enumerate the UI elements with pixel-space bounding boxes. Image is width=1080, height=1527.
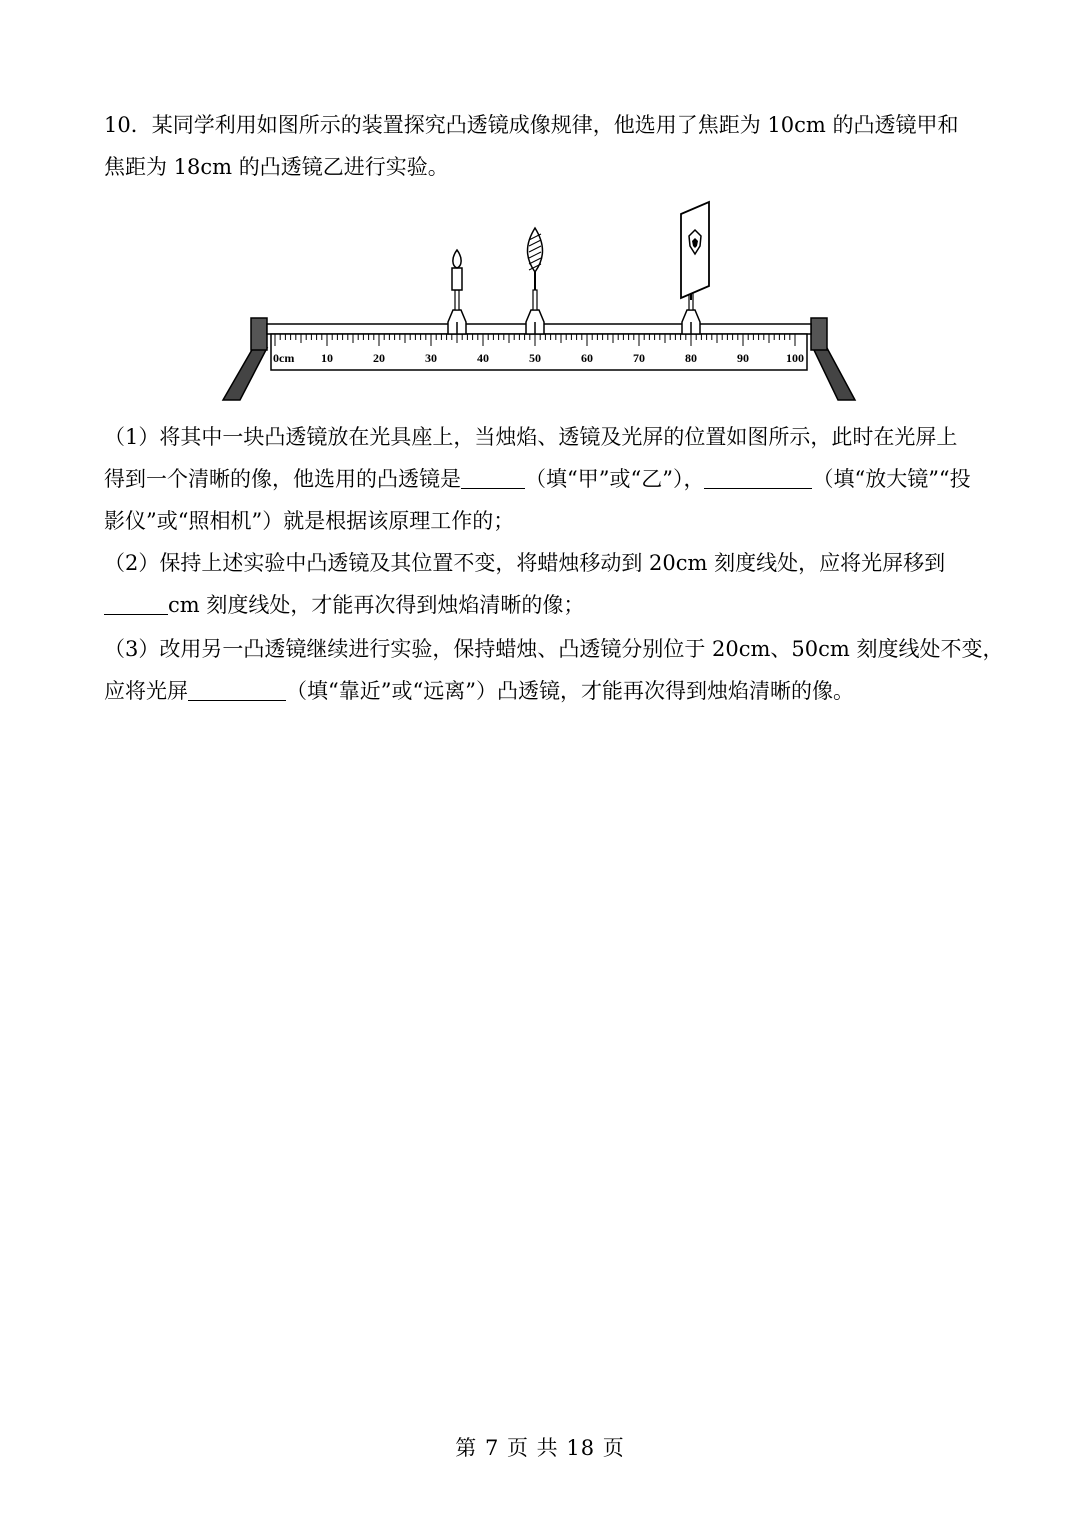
- ruler-tick-label: 100: [786, 351, 804, 365]
- holders: [448, 202, 709, 334]
- ruler-tick-label: 0cm: [273, 351, 295, 365]
- ruler-tick-label: 90: [737, 351, 749, 365]
- answer-blank-3[interactable]: [104, 592, 168, 615]
- part1-line-3: 影仪”或“照相机”）就是根据该原理工作的；: [104, 509, 515, 533]
- ruler-tick-label: 80: [685, 351, 697, 365]
- part2-line-1: （2）保持上述实验中凸透镜及其位置不变，将蜡烛移动到 20cm 刻度线处，应将光屏移到: [104, 551, 946, 575]
- ruler-tick-label: 50: [529, 351, 541, 365]
- left-bench-leg: [223, 348, 267, 400]
- question-stem-text: 某同学利用如图所示的装置探究凸透镜成像规律，他选用了焦距为 10cm 的凸透镜甲和: [151, 113, 959, 137]
- part3-line-2: [104, 670, 984, 712]
- answer-blank-2[interactable]: [704, 466, 812, 489]
- page-footer: 第 7 页 共 18 页: [455, 1436, 625, 1460]
- right-bench-leg: [813, 348, 855, 400]
- part3-line-1: （3）改用另一凸透镜继续进行实验，保持蜡烛、凸透镜分别位于 20cm、50cm 刻度线处不变，: [104, 637, 1004, 661]
- answer-blank-1[interactable]: [461, 466, 525, 489]
- optical-bench-figure: [215, 196, 865, 406]
- light-screen-holder: [681, 202, 709, 334]
- part2-text-b: cm 刻度线处，才能再次得到烛焰清晰的像；: [168, 593, 585, 617]
- part3-text-b: （填“靠近”或“远离”）凸透镜，才能再次得到烛焰清晰的像。: [286, 679, 854, 703]
- part1-line-2: [104, 458, 984, 500]
- ruler-tick-label: 30: [425, 351, 437, 365]
- candle-flame: [453, 250, 461, 268]
- ruler-tick-label: 40: [477, 351, 489, 365]
- part1-text-c: （填“放大镜”“投: [812, 467, 971, 491]
- candle-holder: [448, 250, 466, 334]
- question-stem-line-2: 焦距为 18cm 的凸透镜乙进行实验。: [104, 155, 449, 179]
- part3-text-a: 应将光屏: [104, 679, 188, 703]
- part2-line-2: [104, 584, 984, 626]
- ruler-tick-label: 20: [373, 351, 385, 365]
- right-end-block: [811, 318, 827, 350]
- convex-lens-holder: [526, 228, 544, 334]
- part1-text-a: 得到一个清晰的像，他选用的凸透镜是: [104, 467, 461, 491]
- question-number: 10．: [104, 113, 152, 137]
- left-end-block: [251, 318, 267, 350]
- part1-text-b: （填“甲”或“乙”），: [525, 467, 705, 491]
- ruler-tick-label: 70: [633, 351, 645, 365]
- answer-blank-4[interactable]: [188, 678, 286, 701]
- question-stem-line-1: [104, 104, 984, 146]
- part1-line-1: （1）将其中一块凸透镜放在光具座上，当烛焰、透镜及光屏的位置如图所示，此时在光屏上: [104, 425, 958, 449]
- ruler-tick-label: 60: [581, 351, 593, 365]
- ruler-tick-label: 10: [321, 351, 333, 365]
